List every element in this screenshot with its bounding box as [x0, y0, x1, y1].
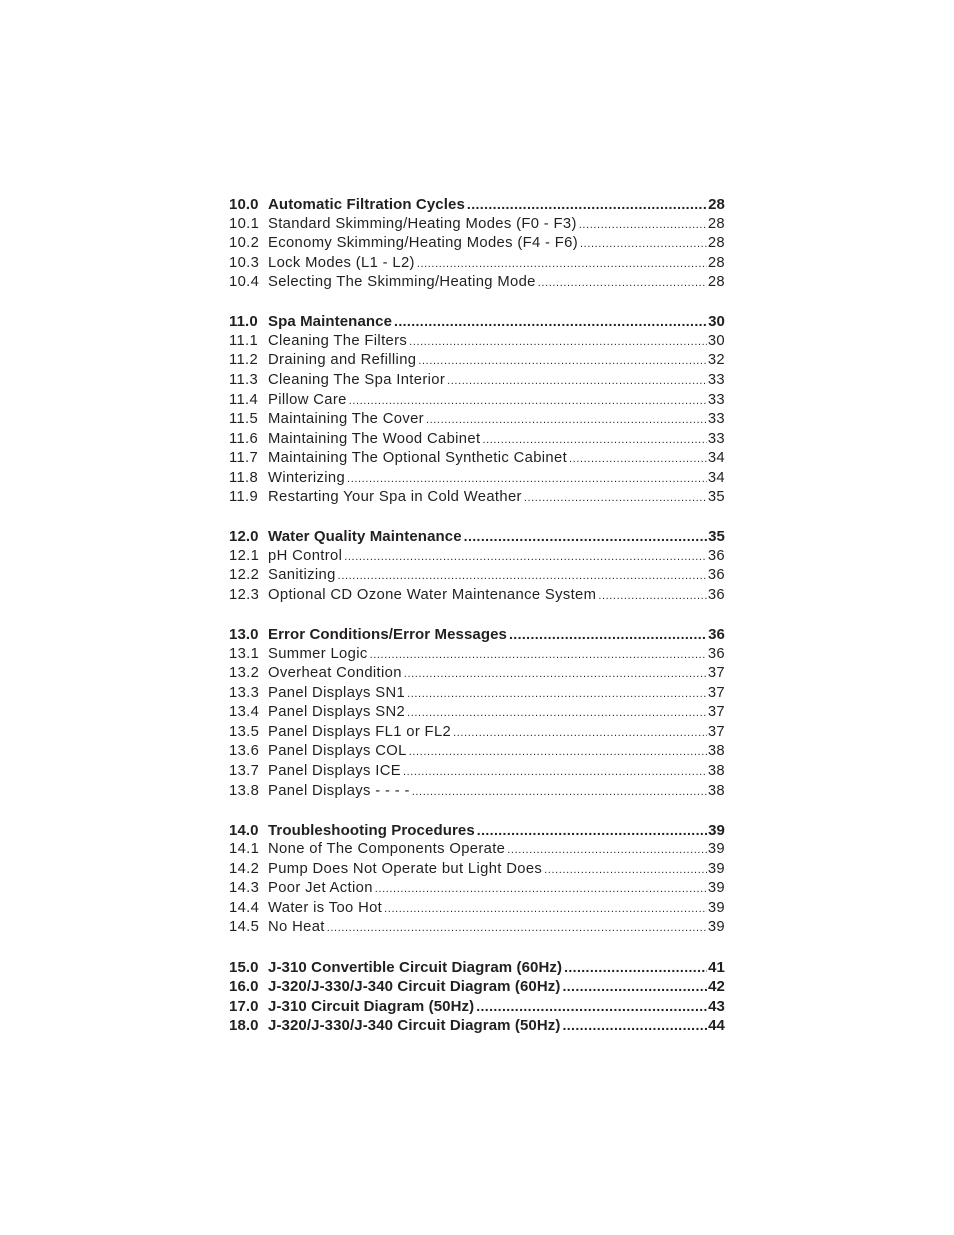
toc-dot-leader	[569, 450, 707, 470]
toc-section-entry	[229, 997, 725, 1017]
toc-dot-leader	[418, 352, 706, 372]
toc-page-number: 36	[707, 567, 725, 584]
toc-section-entry	[229, 1016, 725, 1036]
toc-subsection-entry	[229, 488, 725, 508]
toc-entry-number: 10.0	[229, 196, 259, 213]
toc-entry-title: J-310 Convertible Circuit Diagram (60Hz)	[268, 958, 563, 976]
toc-dot-leader	[562, 977, 707, 997]
toc-entry-title: Troubleshooting Procedures	[268, 821, 475, 839]
toc-entry-title: Maintaining The Optional Synthetic Cabinet	[268, 450, 568, 467]
toc-page-number: 36	[707, 547, 725, 564]
toc-subsection-entry	[229, 547, 725, 567]
toc-dot-leader	[349, 392, 707, 412]
toc-section-group	[229, 958, 725, 978]
toc-page-number: 37	[707, 665, 725, 682]
toc-dot-leader	[509, 625, 707, 645]
toc-entry-title: No Heat	[268, 919, 325, 936]
toc-entry-title: Panel Displays COL	[268, 743, 407, 760]
toc-entry-number: 10.1	[229, 215, 260, 232]
toc-entry-title: J-320/J-330/J-340 Circuit Diagram (50Hz)	[268, 1017, 561, 1035]
toc-entry-title: Water Quality Maintenance	[268, 528, 462, 546]
toc-page-number: 37	[707, 684, 725, 701]
toc-section-group	[229, 195, 725, 293]
toc-page-number: 28	[707, 235, 725, 252]
toc-subsection-entry	[229, 762, 725, 782]
toc-entry-number: 14.2	[229, 860, 260, 877]
toc-subsection-entry	[229, 215, 725, 235]
toc-page-number: 43	[708, 997, 725, 1015]
toc-page-number: 28	[708, 196, 725, 213]
toc-entry-title: Selecting The Skimming/Heating Mode	[268, 274, 536, 291]
toc-dot-leader	[467, 195, 707, 215]
toc-entry-title: Maintaining The Cover	[268, 411, 424, 428]
toc-entry-title: Winterizing	[268, 469, 346, 486]
toc-entry-title: Panel Displays SN1	[268, 684, 406, 701]
toc-entry-number: 16.0	[229, 978, 259, 996]
toc-dot-leader	[538, 274, 707, 294]
toc-section-entry	[229, 527, 725, 547]
toc-entry-number: 12.0	[229, 528, 259, 546]
toc-section-group	[229, 997, 725, 1017]
toc-entry-title: Pump Does Not Operate but Light Does	[268, 860, 543, 877]
toc-entry-number: 14.3	[229, 880, 260, 897]
toc-page-number: 33	[707, 371, 725, 388]
toc-dot-leader	[579, 216, 707, 236]
toc-dot-leader	[407, 685, 707, 705]
toc-entry-title: Spa Maintenance	[268, 313, 393, 331]
toc-subsection-entry	[229, 899, 725, 919]
toc-section-group	[229, 527, 725, 605]
toc-section-entry	[229, 821, 725, 841]
toc-dot-leader	[580, 235, 707, 255]
toc-dot-leader	[598, 587, 707, 607]
toc-subsection-entry	[229, 684, 725, 704]
toc-subsection-entry	[229, 879, 725, 899]
toc-subsection-entry	[229, 430, 725, 450]
toc-dot-leader	[403, 763, 707, 783]
toc-entry-number: 18.0	[229, 1017, 259, 1035]
toc-dot-leader	[447, 372, 707, 392]
toc-entry-number: 14.5	[229, 919, 260, 936]
toc-entry-title: pH Control	[268, 547, 343, 564]
toc-dot-leader	[426, 411, 707, 431]
toc-dot-leader	[409, 333, 707, 353]
toc-dot-leader	[384, 900, 707, 920]
toc-entry-number: 10.2	[229, 235, 260, 252]
toc-dot-leader	[453, 724, 707, 744]
toc-entry-title: Automatic Filtration Cycles	[268, 196, 465, 213]
toc-subsection-entry	[229, 469, 725, 489]
toc-dot-leader	[482, 431, 706, 451]
toc-subsection-entry	[229, 742, 725, 762]
toc-page-number: 39	[707, 880, 725, 897]
toc-entry-title: Panel Displays ICE	[268, 763, 401, 779]
toc-subsection-entry	[229, 254, 725, 274]
toc-subsection-entry	[229, 449, 725, 469]
toc-dot-leader	[507, 841, 707, 861]
toc-section-group	[229, 312, 725, 507]
toc-entry-title: Restarting Your Spa in Cold Weather	[268, 489, 522, 506]
toc-page-number: 39	[708, 821, 725, 839]
toc-dot-leader	[409, 743, 707, 763]
toc-subsection-entry	[229, 840, 725, 860]
toc-page-number: 33	[707, 430, 725, 447]
toc-entry-title: J-310 Circuit Diagram (50Hz)	[268, 997, 475, 1015]
toc-page-number: 39	[707, 919, 725, 936]
toc-section-entry	[229, 625, 725, 645]
toc-entry-title: Cleaning The Filters	[268, 332, 408, 349]
toc-entry-number: 11.8	[229, 469, 259, 486]
toc-section-group	[229, 625, 725, 801]
toc-dot-leader	[412, 783, 707, 803]
toc-entry-number: 11.5	[229, 411, 259, 428]
toc-page-number: 34	[707, 450, 725, 467]
toc-subsection-entry	[229, 860, 725, 880]
toc-entry-number: 13.3	[229, 684, 260, 701]
toc-subsection-entry	[229, 918, 725, 938]
toc-entry-number: 10.3	[229, 254, 260, 271]
toc-entry-title: Summer Logic	[268, 645, 368, 662]
toc-subsection-entry	[229, 782, 725, 802]
toc-entry-title: Poor Jet Action	[268, 880, 373, 897]
toc-page-number: 34	[707, 469, 725, 486]
toc-dot-leader	[347, 470, 707, 490]
toc-entry-number: 17.0	[229, 997, 259, 1015]
toc-page-number: 39	[707, 899, 725, 916]
toc-entry-number: 13.0	[229, 626, 259, 644]
toc-subsection-entry	[229, 391, 725, 411]
toc-entry-title: Overheat Condition	[268, 665, 402, 682]
toc-dot-leader	[375, 880, 707, 900]
toc-page-number: 39	[707, 860, 725, 877]
toc-section-group	[229, 977, 725, 997]
toc-entry-number: 13.1	[229, 645, 260, 662]
toc-entry-number: 11.3	[229, 371, 259, 388]
toc-entry-number: 12.2	[229, 567, 260, 584]
toc-entry-title: None of The Components Operate	[268, 841, 506, 858]
toc-entry-title: Panel Displays FL1 or FL2	[268, 723, 452, 740]
toc-entry-number: 11.9	[229, 489, 259, 506]
toc-entry-number: 15.0	[229, 958, 259, 976]
toc-subsection-entry	[229, 703, 725, 723]
toc-page-number: 32	[707, 352, 725, 369]
toc-dot-leader	[544, 861, 707, 881]
toc-section-entry	[229, 312, 725, 332]
toc-entry-number: 13.7	[229, 763, 260, 779]
toc-subsection-entry	[229, 410, 725, 430]
toc-dot-leader	[407, 704, 707, 724]
toc-entry-number: 11.2	[229, 352, 259, 369]
toc-dot-leader	[344, 548, 707, 568]
toc-entry-number: 13.2	[229, 665, 260, 682]
toc-dot-leader	[476, 997, 707, 1017]
toc-entry-number: 12.1	[229, 547, 260, 564]
toc-page-number: 37	[707, 704, 725, 721]
toc-page-number: 33	[707, 411, 725, 428]
toc-section-entry	[229, 977, 725, 997]
toc-page-number: 35	[707, 489, 725, 506]
toc-subsection-entry	[229, 586, 725, 606]
toc-entry-number: 13.5	[229, 723, 260, 740]
toc-entry-number: 13.8	[229, 782, 260, 799]
toc-dot-leader	[404, 665, 707, 685]
toc-entry-title: Panel Displays SN2	[268, 704, 406, 721]
toc-entry-number: 14.1	[229, 841, 260, 858]
toc-subsection-entry	[229, 664, 725, 684]
toc-entry-title: Pillow Care	[268, 391, 347, 408]
toc-entry-title: Error Conditions/Error Messages	[268, 626, 507, 644]
toc-page-number: 35	[708, 528, 725, 546]
toc-page-number: 28	[707, 274, 725, 291]
toc-entry-number: 13.6	[229, 743, 260, 760]
toc-entry-title: Sanitizing	[268, 567, 336, 584]
toc-page-number: 36	[707, 587, 725, 604]
toc-entry-title: Maintaining The Wood Cabinet	[268, 430, 481, 447]
toc-dot-leader	[417, 255, 707, 275]
toc-section-entry	[229, 195, 725, 215]
toc-subsection-entry	[229, 273, 725, 293]
toc-dot-leader	[524, 489, 707, 509]
toc-entry-number: 14.0	[229, 821, 259, 839]
toc-page-number: 38	[707, 782, 725, 799]
toc-entry-title: Water is Too Hot	[268, 899, 383, 916]
toc-dot-leader	[562, 1016, 707, 1036]
toc-page-number: 30	[707, 332, 725, 349]
toc-page-number: 36	[708, 626, 725, 644]
toc-entry-number: 12.3	[229, 587, 260, 604]
toc-entry-title: Optional CD Ozone Water Maintenance System	[268, 587, 597, 604]
toc-entry-title: Economy Skimming/Heating Modes (F4 - F6)	[268, 235, 579, 252]
toc-subsection-entry	[229, 371, 725, 391]
toc-entry-title: Lock Modes (L1 - L2)	[268, 254, 415, 271]
table-of-contents	[229, 195, 725, 1036]
toc-entry-number: 10.4	[229, 274, 260, 291]
toc-entry-number: 14.4	[229, 899, 260, 916]
toc-page-number: 28	[707, 254, 725, 271]
toc-subsection-entry	[229, 351, 725, 371]
toc-entry-number: 11.6	[229, 430, 259, 447]
toc-entry-number: 13.4	[229, 704, 260, 721]
toc-page-number: 37	[707, 723, 725, 740]
toc-entry-title: Panel Displays - - - -	[268, 782, 410, 799]
toc-dot-leader	[564, 958, 707, 978]
toc-page-number: 38	[707, 763, 725, 779]
toc-section-group	[229, 821, 725, 938]
toc-subsection-entry	[229, 234, 725, 254]
toc-entry-number: 11.4	[229, 391, 259, 408]
toc-page-number: 42	[708, 978, 725, 996]
toc-page-number: 38	[707, 743, 725, 760]
toc-dot-leader	[477, 821, 707, 841]
toc-subsection-entry	[229, 332, 725, 352]
toc-page-number: 44	[708, 1017, 725, 1035]
toc-entry-title: Draining and Refilling	[268, 352, 417, 369]
toc-entry-number: 11.7	[229, 450, 259, 467]
toc-dot-leader	[394, 312, 707, 332]
toc-section-group	[229, 1016, 725, 1036]
toc-dot-leader	[327, 919, 707, 939]
toc-page-number: 33	[707, 391, 725, 408]
toc-page-number: 41	[708, 958, 725, 976]
toc-dot-leader	[338, 567, 707, 587]
toc-entry-title: Cleaning The Spa Interior	[268, 371, 446, 388]
toc-subsection-entry	[229, 645, 725, 665]
toc-entry-number: 11.0	[229, 313, 258, 331]
toc-page-number: 36	[707, 645, 725, 662]
toc-dot-leader	[370, 646, 707, 666]
toc-page-number: 39	[707, 841, 725, 858]
toc-subsection-entry	[229, 723, 725, 743]
toc-entry-title: J-320/J-330/J-340 Circuit Diagram (60Hz)	[268, 978, 561, 996]
toc-page-number: 28	[707, 215, 725, 232]
toc-entry-number: 11.1	[229, 332, 259, 349]
toc-section-entry	[229, 958, 725, 978]
toc-entry-title: Standard Skimming/Heating Modes (F0 - F3)	[268, 215, 577, 232]
toc-dot-leader	[464, 527, 707, 547]
toc-subsection-entry	[229, 566, 725, 586]
toc-page-number: 30	[708, 313, 725, 331]
